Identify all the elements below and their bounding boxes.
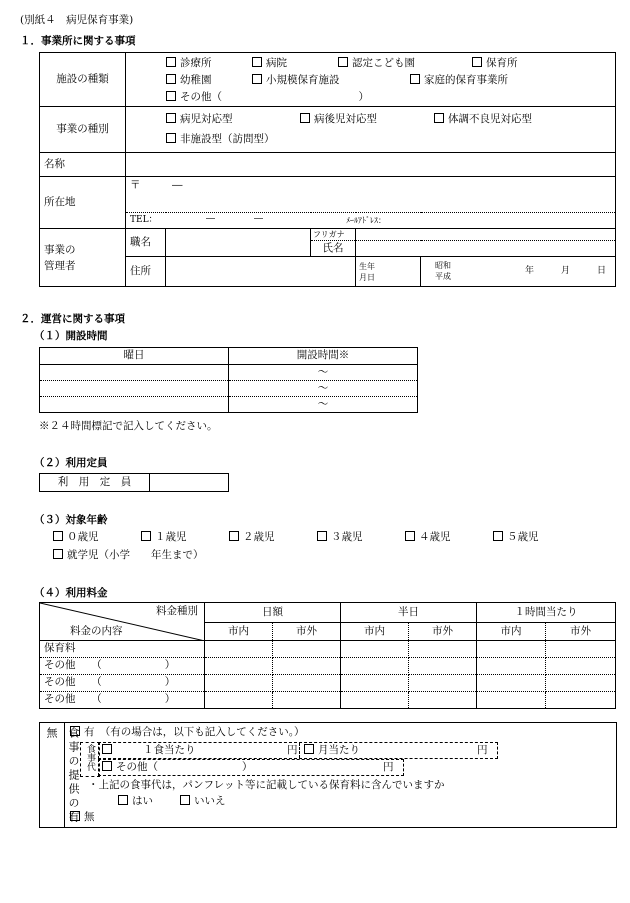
q-yes-option[interactable]: はい (118, 795, 153, 808)
meals-no[interactable]: 無 (70, 811, 95, 824)
fees-title: （４）利用料金 (34, 587, 108, 599)
meal-question: ・上記の食事代は，パンフレット等に記載している保育料に含んでいますか (88, 779, 445, 791)
ages-title: （３）対象年齢 (34, 514, 108, 526)
col-day: 曜日 (40, 348, 229, 365)
checkbox-icon[interactable] (166, 74, 176, 84)
time-field[interactable]: ～ (229, 397, 418, 413)
checkbox-icon[interactable] (493, 531, 503, 541)
age-opt-2[interactable]: ２歳児 (229, 531, 317, 544)
capacity-field[interactable] (150, 474, 229, 492)
manager-name-field[interactable] (356, 241, 616, 257)
form-header: (別紙４ 病児保育事業) (20, 14, 134, 26)
fee-cell[interactable] (409, 658, 477, 675)
postal-field[interactable]: 〒 ― (126, 177, 616, 213)
capacity-table (39, 473, 229, 492)
checkbox-icon[interactable] (304, 744, 314, 754)
furigana-field[interactable] (356, 229, 616, 241)
meal-cost-row1: １食当たり 円 月当たり 円 (98, 742, 498, 759)
facility-opt-hospital[interactable]: 病院 (252, 55, 338, 72)
checkbox-icon[interactable] (317, 531, 327, 541)
checkbox-icon[interactable] (229, 531, 239, 541)
meal-cost-row2: その他（ ） 円 (98, 759, 404, 776)
fee-cell[interactable] (477, 658, 546, 675)
fee-cell[interactable] (273, 692, 341, 709)
checkbox-icon[interactable] (102, 744, 112, 754)
checkbox-icon[interactable] (410, 74, 420, 84)
col-time: 開設時間※ (229, 348, 418, 365)
capacity-label: 利 用 定 員 (40, 474, 150, 492)
checkbox-icon[interactable] (472, 57, 482, 67)
facility-type-label: 施設の種類 (40, 53, 126, 107)
position-field[interactable] (166, 229, 311, 257)
per-meal-option[interactable] (102, 744, 116, 757)
fee-group-hourly: １時間当たり (477, 603, 616, 623)
fee-cell[interactable] (546, 675, 616, 692)
fee-row-label: その他 （ ） (40, 675, 205, 692)
contact-field[interactable]: TEL： ― ― ﾒｰﾙｱﾄﾞﾚｽ： (126, 213, 616, 229)
col-outside: 市外 (273, 623, 341, 641)
checkbox-icon[interactable] (252, 74, 262, 84)
checkbox-icon[interactable] (252, 57, 262, 67)
facility-type-options (126, 53, 616, 107)
facility-opt-home[interactable]: 家庭的保育事業所 (410, 72, 508, 89)
checkbox-icon[interactable] (141, 531, 151, 541)
fees-table (39, 602, 616, 709)
fee-cell[interactable] (409, 692, 477, 709)
age-opt-3[interactable]: ３歳児 (317, 531, 405, 544)
facility-opt-other[interactable]: その他（ ） (166, 89, 369, 106)
facility-opt-nursery[interactable]: 保育所 (472, 55, 518, 72)
other-meal-option[interactable]: その他（ ） (102, 761, 253, 774)
name-field[interactable] (126, 153, 616, 177)
section2-title: ２．運営に関する事項 (20, 313, 125, 325)
fee-row-label: 保育料 (40, 641, 205, 658)
furigana-label: フリガナ (311, 229, 356, 241)
col-outside: 市外 (546, 623, 616, 641)
checkbox-icon[interactable] (102, 761, 112, 771)
col-inside: 市内 (341, 623, 409, 641)
checkbox-icon[interactable] (300, 113, 310, 123)
residence-field[interactable] (166, 257, 356, 287)
checkbox-icon[interactable] (166, 57, 176, 67)
day-field[interactable] (40, 397, 229, 413)
fee-cell[interactable] (205, 658, 273, 675)
meals-side-label: 食事の提供の有無 (40, 723, 65, 827)
fee-cell[interactable] (409, 675, 477, 692)
hours-table (39, 347, 418, 413)
business-opt-recovery[interactable]: 病後児対応型 (300, 109, 434, 129)
business-type-label: 事業の種別 (40, 107, 126, 153)
col-inside: 市内 (477, 623, 546, 641)
birth-label: 生年 月日 (356, 257, 421, 287)
fee-cell[interactable] (341, 658, 409, 675)
checkbox-icon[interactable] (70, 726, 80, 736)
fee-cell[interactable] (409, 641, 477, 658)
fee-group-halfday: 半日 (341, 603, 477, 623)
checkbox-icon[interactable] (180, 795, 190, 805)
time-field[interactable]: ～ (229, 381, 418, 397)
time-field[interactable]: ～ (229, 365, 418, 381)
section1-title: １．事業所に関する事項 (20, 35, 136, 47)
facility-opt-clinic[interactable]: 診療所 (166, 55, 252, 72)
fee-cell[interactable] (205, 675, 273, 692)
age-opt-school[interactable]: 就学児（小学 年生まで） (53, 549, 204, 562)
fee-row-label: その他 （ ） (40, 658, 205, 675)
checkbox-icon[interactable] (166, 133, 176, 143)
fee-cell[interactable] (477, 641, 546, 658)
fee-cell[interactable] (341, 692, 409, 709)
business-type-options (126, 107, 616, 153)
manager-name-label: 氏名 (311, 241, 356, 257)
age-opt-0[interactable]: ０歳児 (53, 531, 141, 544)
fee-cell[interactable] (205, 692, 273, 709)
business-opt-unwell[interactable]: 体調不良児対応型 (434, 109, 532, 129)
checkbox-icon[interactable] (338, 57, 348, 67)
checkbox-icon[interactable] (166, 113, 176, 123)
fee-cell[interactable] (341, 641, 409, 658)
fee-cell[interactable] (546, 658, 616, 675)
per-month-option[interactable]: 月当たり (304, 744, 360, 757)
birthdate-field[interactable]: 昭和 平成 年 月 日 (421, 257, 616, 287)
business-opt-sick[interactable]: 病児対応型 (166, 109, 300, 129)
residence-label: 住所 (126, 257, 166, 287)
checkbox-icon[interactable] (53, 531, 63, 541)
fee-cell[interactable] (273, 658, 341, 675)
col-inside: 市内 (205, 623, 273, 641)
fee-cell[interactable] (205, 641, 273, 658)
fee-group-daily: 日額 (205, 603, 341, 623)
hours-title: （１）開設時間 (34, 330, 108, 342)
fee-cell[interactable] (477, 675, 546, 692)
meals-box (39, 722, 617, 828)
manager-label: 事業の 管理者 (40, 229, 126, 287)
facility-opt-small[interactable]: 小規模保育施設 (252, 72, 410, 89)
age-opt-5[interactable]: ５歳児 (493, 531, 539, 544)
col-outside: 市外 (409, 623, 477, 641)
facility-table (39, 52, 616, 287)
address-label: 所在地 (40, 177, 126, 229)
age-opt-4[interactable]: ４歳児 (405, 531, 493, 544)
fee-cell[interactable] (273, 675, 341, 692)
fee-cell[interactable] (477, 692, 546, 709)
checkbox-icon[interactable] (53, 549, 63, 559)
checkbox-icon[interactable] (166, 91, 176, 101)
business-opt-visit[interactable]: 非施設型（訪問型） (166, 129, 275, 149)
fee-cell[interactable] (546, 641, 616, 658)
checkbox-icon[interactable] (118, 795, 128, 805)
checkbox-icon[interactable] (434, 113, 444, 123)
age-opt-1[interactable]: １歳児 (141, 531, 229, 544)
meal-cost-label: 食事代 (80, 742, 100, 777)
fee-row-label: その他 （ ） (40, 692, 205, 709)
day-field[interactable] (40, 381, 229, 397)
position-label: 職名 (126, 229, 166, 257)
fee-cell[interactable] (546, 692, 616, 709)
day-field[interactable] (40, 365, 229, 381)
hours-note: ※２４時間標記で記入してください。 (39, 420, 218, 432)
facility-opt-kindergarten[interactable]: 幼稚園 (166, 72, 252, 89)
age-options (53, 531, 539, 544)
capacity-title: （２）利用定員 (34, 457, 108, 469)
fee-cell[interactable] (341, 675, 409, 692)
fees-corner: 料金種別 料金の内容 (40, 603, 205, 641)
meals-yes[interactable]: 有 （有の場合は，以下も記入してください。） (70, 726, 305, 739)
name-label: 名称 (40, 153, 126, 177)
checkbox-icon[interactable] (70, 811, 80, 821)
checkbox-icon[interactable] (405, 531, 415, 541)
fee-cell[interactable] (273, 641, 341, 658)
facility-opt-certified[interactable]: 認定こども園 (338, 55, 472, 72)
q-no-option[interactable]: いいえ (180, 795, 226, 808)
